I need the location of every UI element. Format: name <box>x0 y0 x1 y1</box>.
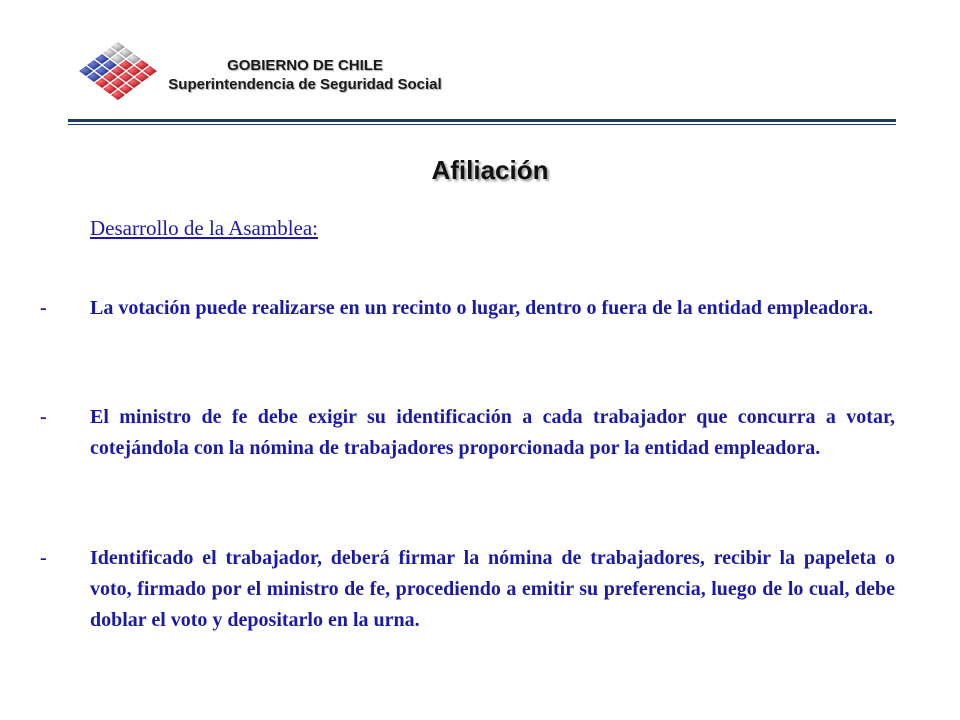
government-cube-logo <box>78 40 158 110</box>
org-line-2: Superintendencia de Seguridad Social <box>168 76 442 93</box>
organization-name <box>160 57 450 93</box>
logo-graphic <box>78 40 158 110</box>
bullet-item <box>40 543 895 636</box>
bullet-marker: - <box>40 297 47 319</box>
section-subtitle: Desarrollo de la Asamblea: <box>90 216 319 240</box>
slide-title: Afiliación <box>431 155 549 185</box>
bullet-marker: - <box>40 406 47 428</box>
header-divider-thin <box>68 124 896 125</box>
bullet-item <box>40 402 895 464</box>
bullet-text: Identificado el trabajador, deberá firmar la nómina de trabajadores, recibir la papeleta o voto, firmado por el ministro de fe, procediendo a emitir su preferencia, luego de lo cual, debe doblar el voto y depositarlo en la urna. <box>90 547 895 631</box>
bullet-text: La votación puede realizarse en un recinto o lugar, dentro o fuera de la entidad empleadora. <box>90 297 874 319</box>
bullet-marker: - <box>40 547 47 569</box>
header-divider <box>68 119 896 122</box>
bullet-text: El ministro de fe debe exigir su identificación a cada trabajador que concurra a votar, cotejándola con la nómina de trabajadores proporcionada por la entidad empleadora. <box>90 406 895 459</box>
org-line-1: GOBIERNO DE CHILE <box>227 57 383 74</box>
bullet-item <box>40 293 895 324</box>
